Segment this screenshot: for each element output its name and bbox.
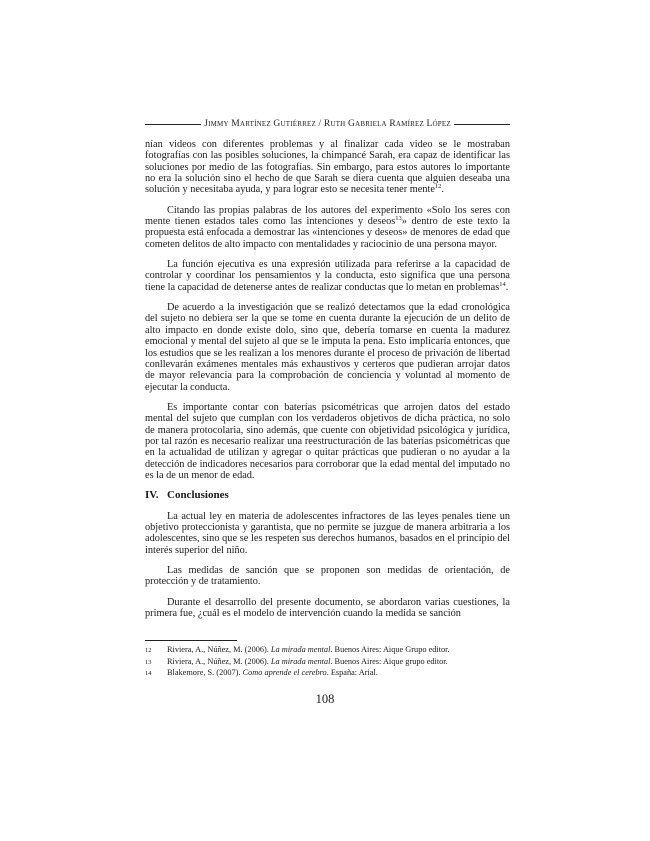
header-authors: Jimmy Martínez Gutiérrez / Ruth Gabriela Ramírez López — [204, 119, 451, 129]
footnote-ref-14: 14 — [499, 280, 506, 288]
footnotes — [145, 645, 510, 680]
running-header — [145, 117, 510, 131]
header-rule-right — [454, 124, 510, 125]
footnote-mark: 14 — [145, 670, 152, 677]
header-rule-left — [145, 124, 201, 125]
paragraph-6: La actual ley en materia de adolescentes infractores de las leyes penales tiene un objetivo proteccionista y garantista, que no permite se juzgue de manera arbitraria a los adolescentes, sino que se les respeten sus derechos humanos, basados en el principio del interés superior del niño. — [145, 510, 510, 556]
paragraph-8: Durante el desarrollo del presente documento, se abordaron varias cuestiones, la primera fue, ¿cuál es el modelo de intervención cuando la medida se sanción — [145, 596, 510, 620]
section-title: Conclusiones — [167, 489, 229, 502]
footnote-mark: 13 — [145, 658, 152, 666]
footnote-separator — [145, 640, 237, 641]
footnote-ref-13: 13 — [395, 215, 402, 223]
body-text — [145, 139, 510, 619]
footnote-14: 14 Blakemore, S. (2007). Como aprende el cerebro. España: Arial. — [145, 668, 510, 680]
footnote-13: 13 Riviera, A., Núñez, M. (2006). La mirada mental. Buenos Aires: Aique grupo editor. — [145, 657, 510, 669]
footnote-mark: 12 — [145, 647, 152, 654]
section-number: IV. — [145, 489, 159, 502]
page-number: 108 — [315, 692, 335, 706]
paragraph-1: nían videos con diferentes problemas y al finalizar cada video se le mostraban fotografías con las posibles soluciones, la chimpancé Sarah, era capaz de identificar las soluciones por medio de las fotografías. Sin embargo, para estos autores lo importante no era la solución sino el hecho de que Sarah se diera cuenta que alguien deseaba una solución y necesitaba ayuda, y para lograr esto se necesita tener mente$^{12}$. — [145, 139, 510, 196]
section-heading — [145, 490, 510, 501]
paragraph-3: La función ejecutiva es una expresión utilizada para referirse a la capacidad de controlar y coordinar los pensamientos y la conducta, esto significa que una persona tiene la capacidad de detenerse antes de realizar conductas que lo metan en problemas$^{14}$. — [145, 259, 510, 293]
footnote-ref-12: 12 — [434, 183, 442, 191]
paragraph-5: Es importante contar con baterías psicométricas que arrojen datos del estado mental del sujeto que cumplan con los verdaderos objetivos de dicha práctica, no solo de manera protocolaria, sino además, que cuente con objetividad psicológica y jurídica, por tal razón es necesario realizar una reestructuración de las baterías psicométricas que en la actualidad de utilizan y agregar o quitar prácticas que pudieran o no ayudar a la detección de indicadores necesarios para corroborar que la edad mental del imputado no es la de un menor de edad. — [145, 401, 510, 481]
footnote-12: 12 Riviera, A., Núñez, M. (2006). La mirada mental. Buenos Aires: Aique Grupo editor. — [145, 645, 510, 657]
paragraph-4: De acuerdo a la investigación que se realizó detectamos que la edad cronológica del sujeto no debiera ser la que se tome en cuenta durante la ejecución de un delito de alto impacto en donde existe dolo, sino que, debería tomarse en cuenta la madurez emocional y mental del sujeto al que se le imputa la pena. Esto implicaría entonces, que los estudios que se les realizan a los menores durante el proceso de privación de libertad conllevarán exámenes mentales más exhaustivos y certeros que pudieran arrojar datos de mayor relevancia para la comprobación de conciencia y voluntad al momento de ejecutar la conducta. — [145, 302, 510, 393]
paragraph-7: Las medidas de sanción que se proponen son medidas de orientación, de protección y de tratamiento. — [145, 565, 510, 588]
paragraph-2: Citando las propias palabras de los autores del experimento «Solo los seres con mente tienen estados tales como las intenciones y deseos$^{13}$» dentro de este texto la propuesta está enfocada a demostrar las «intenciones y deseos» de menores de edad que cometen delitos de alto impacto con mentalidades y raciocinio de una persona mayor. — [145, 204, 511, 250]
